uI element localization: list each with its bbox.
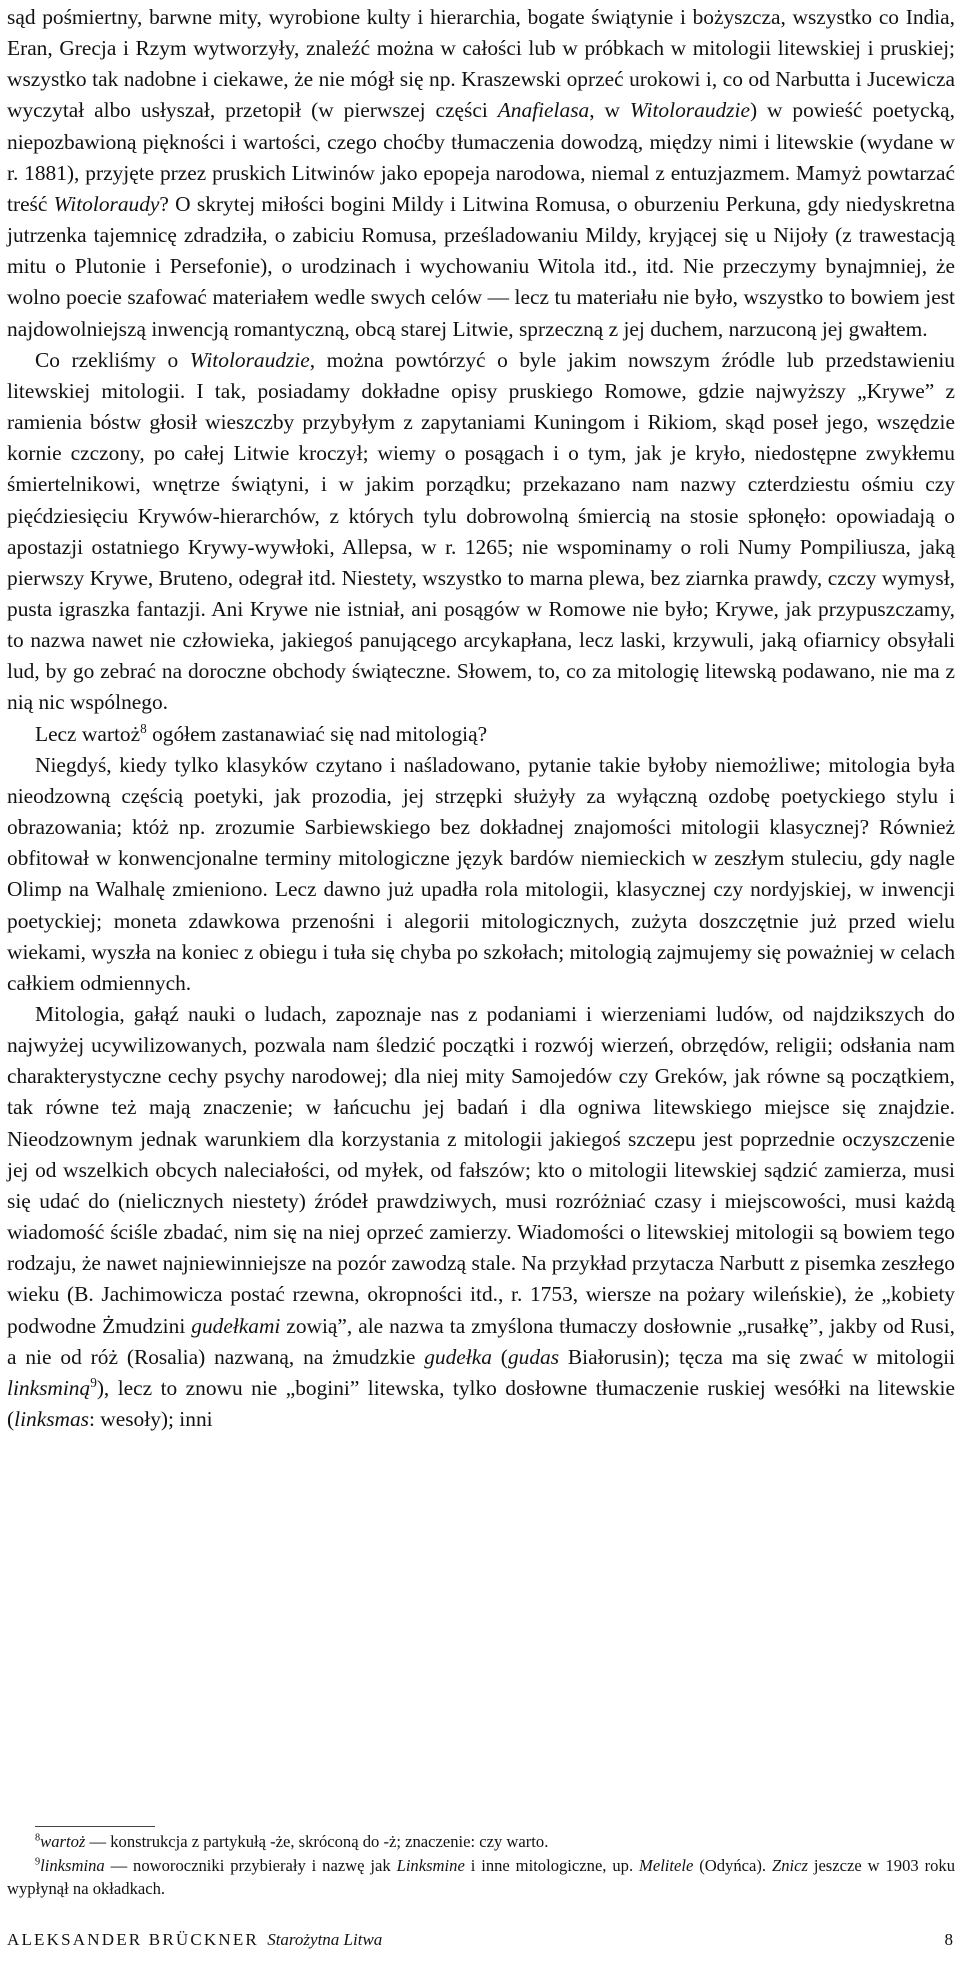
text-run: zowią”, ale nazwa ta zmyślona tłumaczy dosłownie „rusałkę”, jakby od Rusi, a nie od róż (Rosalia) nazwaną, na żmudzkie <box>7 1313 955 1369</box>
paragraph <box>7 345 955 719</box>
footer-book-title: Starożytna Litwa <box>267 1930 383 1949</box>
paragraph <box>7 750 955 999</box>
text-run: Białorusin); tęcza ma się zwać w mitologii <box>559 1344 955 1369</box>
text-run: ogółem zastanawiać się nad mitologią? <box>146 721 488 746</box>
text-run: ( <box>491 1344 508 1369</box>
text-run: ), lecz to znowu nie „bogini” litewska, tylko dosłowne tłumaczenie ruskiej wesółki na litewskie ( <box>7 1375 955 1432</box>
paragraph <box>7 2 955 345</box>
text-run: sąd pośmiertny, barwne mity, wyrobione kulty i hierarchia, bogate świątynie i bożyszcza, wszystko co India, Eran, Grecja i Rzym wytworzyły, znaleźć można w całości lub w próbkach w mitologii litewskiej i pruskiej; wszystko tak nadobne i ciekawe, że nie mógł się np. Kraszewski oprzeć urokowi i, co od Narbutta i Jucewicza wyczytał albo usłyszał, przetopił (w pierwszej części <box>7 5 955 123</box>
text-run: Co rzekliśmy o <box>35 347 190 372</box>
italic-text: Witoloraudy <box>53 191 160 216</box>
footnote <box>7 1830 955 1854</box>
paragraph <box>7 999 955 1435</box>
text-run: , w <box>589 98 630 123</box>
italic-text: Witoloraudzie <box>629 98 750 123</box>
italic-text: gudas <box>507 1344 560 1369</box>
footer-author: ALEKSANDER BRÜCKNER <box>7 1930 259 1949</box>
italic-text: linksmas <box>14 1407 89 1432</box>
italic-text: Linksmine <box>396 1855 465 1875</box>
page-footer <box>7 1930 955 1950</box>
paragraph <box>7 719 955 750</box>
text-run: Lecz wartoż <box>35 721 141 746</box>
italic-text: wartoż <box>40 1832 86 1851</box>
footnote-marker: 8 <box>35 1832 41 1844</box>
text-run: ) w powieść poetycką, niepozbawioną piękności i wartości, czego choćby tłumaczenia dowodzą, między nimi i litewskie (wydane w r. 1881), przyjęte przez pruskich Litwinów jako epopeja narodowa, niemal z entuzjazmem. Mamyż powtarzać treść <box>7 98 955 216</box>
italic-text: linksmina <box>40 1855 105 1875</box>
text-run: — noworoczniki przybierały i nazwę jak <box>104 1855 397 1875</box>
footnote-marker: 9 <box>35 1855 41 1867</box>
italic-text: Melitele <box>639 1855 694 1875</box>
footnote <box>7 1854 955 1901</box>
footnote-marker: 8 <box>140 720 147 736</box>
text-run: i inne mitologiczne, up. <box>464 1855 639 1875</box>
italic-text: gudełkami <box>191 1313 281 1338</box>
text-run: : wesoły); inni <box>89 1407 213 1432</box>
italic-text: linksminą <box>7 1375 91 1400</box>
text-run: — konstrukcja z partykułą -że, skróconą do -ż; znaczenie: czy warto. <box>85 1832 549 1851</box>
text-run: Niegdyś, kiedy tylko klasyków czytano i naśladowano, pytanie takie byłoby niemożliwe; mitologia była nieodzowną częścią poetyki, jak prozodia, jej strzępki służyły za wyłączną ozdobę poetyckiego stylu i obrazowania; któż np. zrozumie Sarbiewskiego bez dokładnej znajomości mitologii klasycznej? Również obfitował w konwencjonalne terminy mitologiczne język bardów niemieckich w zeszłym stuleciu, gdy nagle Olimp na Walhalę zmieniono. Lecz dawno już upadła rola mitologii, klasycznej czy nordyjskiej, w inwencji poetyckiej; moneta zdawkowa przenośni i alegorii mitologicznych, zużyta doszczętnie już przed wielu wiekami, wyszła na koniec z obiegu i tuła się chyba po szkołach; mitologią zajmujemy się poważniej w celach całkiem odmiennych. <box>7 752 956 995</box>
footnotes <box>7 1830 955 1901</box>
italic-text: Znicz <box>771 1855 808 1875</box>
italic-text: gudełka <box>424 1344 492 1369</box>
text-run: ? O skrytej miłości bogini Mildy i Litwina Romusa, o oburzeniu Perkuna, gdy niedyskretna jutrzenka tajemnicę zdradziła, o zabiciu Romusa, prześladowaniu Mildy, kryjącej się u Nijoły (z trawestacją mitu o Plutonie i Persefonie), o urodzinach i wychowaniu Witola itd., itd. Nie przeczymy bynajmniej, że wolno poecie szafować materiałem wedle swych celów — lecz tu materiału nie było, wszystko to bowiem jest najdowolniejszą inwencją romantyczną, obcą starej Litwie, sprzeczną z jej duchem, narzuconą jej gwałtem. <box>7 191 955 341</box>
body-text <box>7 2 955 1435</box>
footnote-separator <box>35 1826 155 1827</box>
italic-text: Anafielasa <box>497 98 590 123</box>
document-page <box>7 0 956 1949</box>
text-run: Mitologia, gałąź nauki o ludach, zapoznaje nas z podaniami i wierzeniami ludów, od najdzikszych do najwyżej ucywilizowanych, pozwala nam śledzić początki i rozwój wierzeń, obrzędów, religii; odsłania nam charakterystyczne cechy psychy narodowej; dla niej mity Samojedów czy Greków, jak równe są początkiem, tak równe też mają znaczenie; w łańcuchu jej badań i dla ogniwa litewskiego miejsce się znajdzie. Nieodzownym jednak warunkiem dla korzystania z mitologii jakiegoś szczepu jest poprzednie oczyszczenie jej od wszelkich obcych naleciałości, od myłek, od fałszów; kto o mitologii litewskiej sądzić zamierza, musi się udać do (nielicznych niestety) źródeł prawdziwych, musi rozróżniać czasy i miejscowości, musi każdą wiadomość ściśle zbadać, nim się na niej oprzeć zamierzy. Wiadomości o litewskiej mitologii są bowiem tego rodzaju, że nawet najniewinniejsze na pozór zawodzą stale. Na przykład przytacza Narbutt z pisemka zeszłego wieku (B. Jachimowicza postać rzewna, okropności itd., r. 1753, wiersze na pożary wileńskie), że „kobiety podwodne Żmudzini <box>7 1002 955 1338</box>
text-run: , można powtórzyć o byle jakim nowszym źródle lub przedstawieniu litewskiej mitologii. I tak, posiadamy dokładne opisy pruskiego Romowe, gdzie najwyższy „Krywe” z ramienia bóstw głosił wieszczby przybyłym z zapytaniami Kuningom i Rikiom, skąd poseł jego, wszędzie kornie czczony, po całej Litwie kroczył; wiemy o posągach i o tym, jak je kryło, niedostępne zwykłemu śmiertelnikowi, wnętrze świątyni, i w jakim porządku; przekazano nam nazwy czterdziestu ośmiu czy pięćdziesięciu Krywów-hierarchów, z których tylu dobrowolną śmiercią na stosie spłonęło: opowiadają o apostazji ostatniego Krywy-wywłoki, Allepsa, w r. 1265; nie wspominamy o roli Numy Pompiliusza, jaką pierwszy Krywe, Bruteno, odegrał itd. Niestety, wszystko to marna plewa, bez ziarnka prawdy, czczy wymysł, pusta igraszka fantazji. Ani Krywe nie istniał, ani posągów w Romowe nie było; Krywe, jak przypuszczamy, to nazwa nawet nie człowieka, jakiegoś panującego arcykapłana, lecz laski, krzywuli, jaką ofiarnicy obsyłali lud, by go zebrać na doroczne obchody świąteczne. Słowem, to, co za mitologię litewską podawano, nie ma z nią nic wspólnego. <box>7 347 955 715</box>
page-number: 8 <box>944 1930 953 1949</box>
footnote-marker: 9 <box>90 1374 97 1390</box>
italic-text: Witoloraudzie <box>189 347 310 372</box>
text-run: (Odyńca). <box>693 1855 772 1875</box>
text-run: jeszcze w 1903 roku wypłynął na okładkach. <box>7 1855 956 1898</box>
